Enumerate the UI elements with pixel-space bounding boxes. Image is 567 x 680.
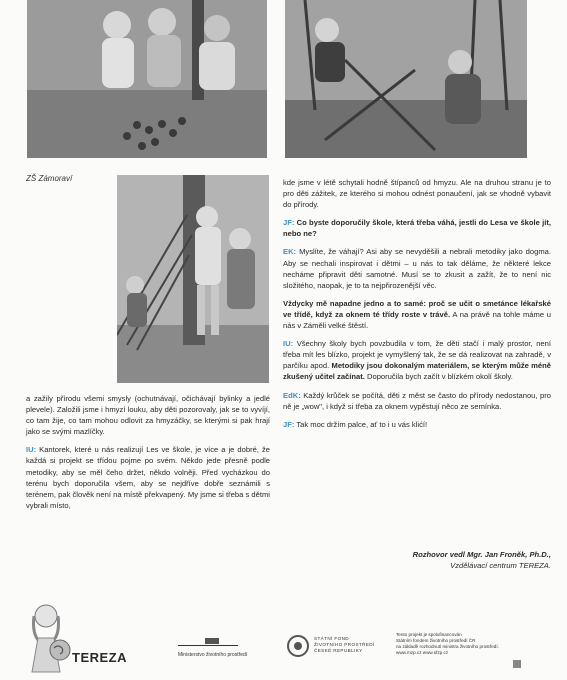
tereza-logo-icon — [24, 602, 76, 680]
answer: EK: Myslíte, že váhají? Asi aby se nevyděšili a nebrali metodiky jako dogma. Aby se nechali inspirovat i dětmi – u nás to tak děláme, že některé lekce necháme připravit děti samotné. Musí se to zkusit a zažít, že to není nic složitého, naopak, je to ta nejpřirozenější věc. — [283, 247, 551, 290]
answer: Vždycky mě napadne jedno a to samé: proč se učit o smetánce lékařské ve třídě, když za oknem té třídy roste v trávě. A na právě na tohle máme u nás v Záměli velké štěstí. — [283, 298, 551, 331]
paragraph: a zažily přírodu všemi smysly (ochutnávají, očichávají bylinky a jedlé plevele). Založili jsme i hmyzí louku, aby děti pozorovaly, jak se to vyvíjí, co tam žije, co tam mohou odlovit za hmyzáčky, se kterými si pak hrají jako se svými mazlíčky. — [26, 394, 270, 437]
left-column-text — [26, 393, 270, 518]
decorative-square — [513, 660, 521, 668]
speaker-tag: JF: — [283, 419, 295, 429]
answer: IU: Všechny školy bych povzbudila v tom, že děti stačí i malý prostor, není třeba mít les blízko, projekt je vymyšlený tak, že se dá realizovat na zahradě, v parčíku apod. Metodiky jsou dokonalým materiálem, se kterým může méně zkušený učitel začínat. Doporučila bych začít v blízkém okolí školy. — [283, 339, 551, 382]
answer: JF: Tak moc držím palce, ať to i u vás klićí! — [283, 419, 428, 429]
sfzp-name: STÁTNÍ FOND ŽIVOTNÍHO PROSTŘEDÍ ČESKÉ REPUBLIKY — [314, 636, 375, 653]
ministry-name: Ministerstvo životního prostředí — [178, 652, 248, 658]
speaker-tag: EdK: — [283, 390, 301, 400]
paragraph: kde jsme v létě schytali hodně štípanců od hmyzu. Ale na druhou stranu je to pro děti zážitek, ze kterého si mohou odnést ponaučení, jak se vhodně vybavit do přírody. — [283, 178, 551, 210]
photo-boys-branches — [285, 0, 527, 158]
question: JF: Co byste doporučily škole, která třeba váhá, jestli do Lesa ve škole jít, nebo ne? — [283, 218, 551, 239]
sfzp-logo-icon — [286, 634, 310, 658]
speaker-tag: JF: — [283, 218, 295, 228]
photo-girls-tree-shelter — [117, 175, 269, 383]
credit-name: Rozhovor vedl Mgr. Jan Froněk, Ph.D., — [412, 550, 551, 559]
speaker-tag: IU: — [26, 445, 37, 455]
answer: EdK: Každý krůček se počítá, děti z měst se často do přírody nedostanou, pro ně je „wow", i když si třeba za oknem vypěstují něco ze semínka. — [283, 390, 551, 411]
right-column-text — [283, 177, 551, 437]
footer — [0, 590, 567, 680]
credit-org: Vzdělávací centrum TEREZA. — [450, 561, 551, 570]
paragraph: IU: Kantorek, které u nás realizují Les ve škole, je více a je dobré, že každá si projekt se třídou pojme po svém. Někdo jede přesně podle metodiky, aby se měl čeho držet, někdo volněji. Před vycházkou do terénu bych doporučila všem, aby se nejdříve dobře seznámili s terénem, pak člověk není na místě překvapený. My jsme si třeba s dětmi vybrali místo, — [26, 445, 270, 510]
photo-caption: ZŠ Zámoraví — [26, 174, 73, 183]
divider — [178, 645, 238, 646]
interview-credit — [283, 549, 551, 571]
project-funding-note: Tento projekt je spolufinancován Státním fondem životního prostředí ČR na základě rozhodnutí ministra životního prostředí. www.mzp.cz www.sfzp.cz — [396, 632, 499, 655]
ministry-logo-icon — [205, 638, 219, 644]
speaker-tag: EK: — [283, 247, 297, 257]
speaker-tag: IU: — [283, 339, 294, 349]
photo-children-chestnuts — [27, 0, 267, 158]
tereza-logo-text: TEREZA — [72, 650, 127, 665]
